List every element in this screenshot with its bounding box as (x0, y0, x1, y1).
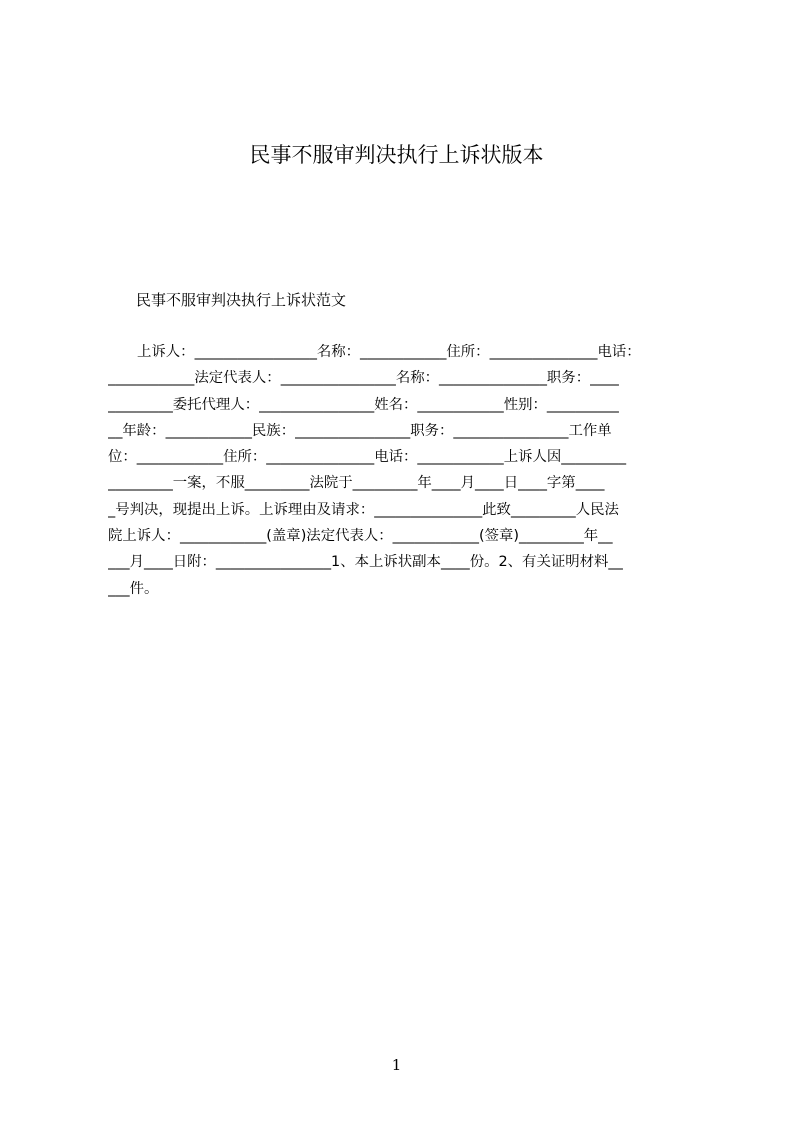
page-number: 1 (391, 1056, 402, 1074)
body-line-4: __年龄：____________民族：________________职务：________________工作单 (108, 422, 612, 439)
body-line-10: ___件。 (108, 580, 159, 597)
document-subtitle: 民事不服审判决执行上诉状范文 (136, 291, 347, 309)
body-line-1: 上诉人：_________________名称：____________住所：_______________电话： (137, 344, 641, 360)
document-title: 民事不服审判决执行上诉状版本 (249, 143, 544, 167)
body-line-7: _号判决，现提出上诉。上诉理由及请求：_______________此致_________人民法 (108, 501, 619, 518)
body-line-5: 位：____________住所：_______________电话：____________上诉人因_________ (108, 449, 627, 466)
body-line-8: 院上诉人：____________(盖章)法定代表人：____________(签章)_________年__ (108, 528, 613, 545)
appeal-form-body (108, 339, 698, 602)
body-line-3: _________委托代理人：________________姓名：____________性别：__________ (108, 396, 619, 413)
body-line-9: ___月____日附：________________1、本上诉状副本____份。2、有关证明材料__ (108, 554, 623, 571)
body-line-2: ____________法定代表人：________________名称：_______________职务：____ (108, 370, 619, 387)
body-line-6: _________一案，不服_________法院于_________年____月____日____字第____ (108, 475, 605, 492)
